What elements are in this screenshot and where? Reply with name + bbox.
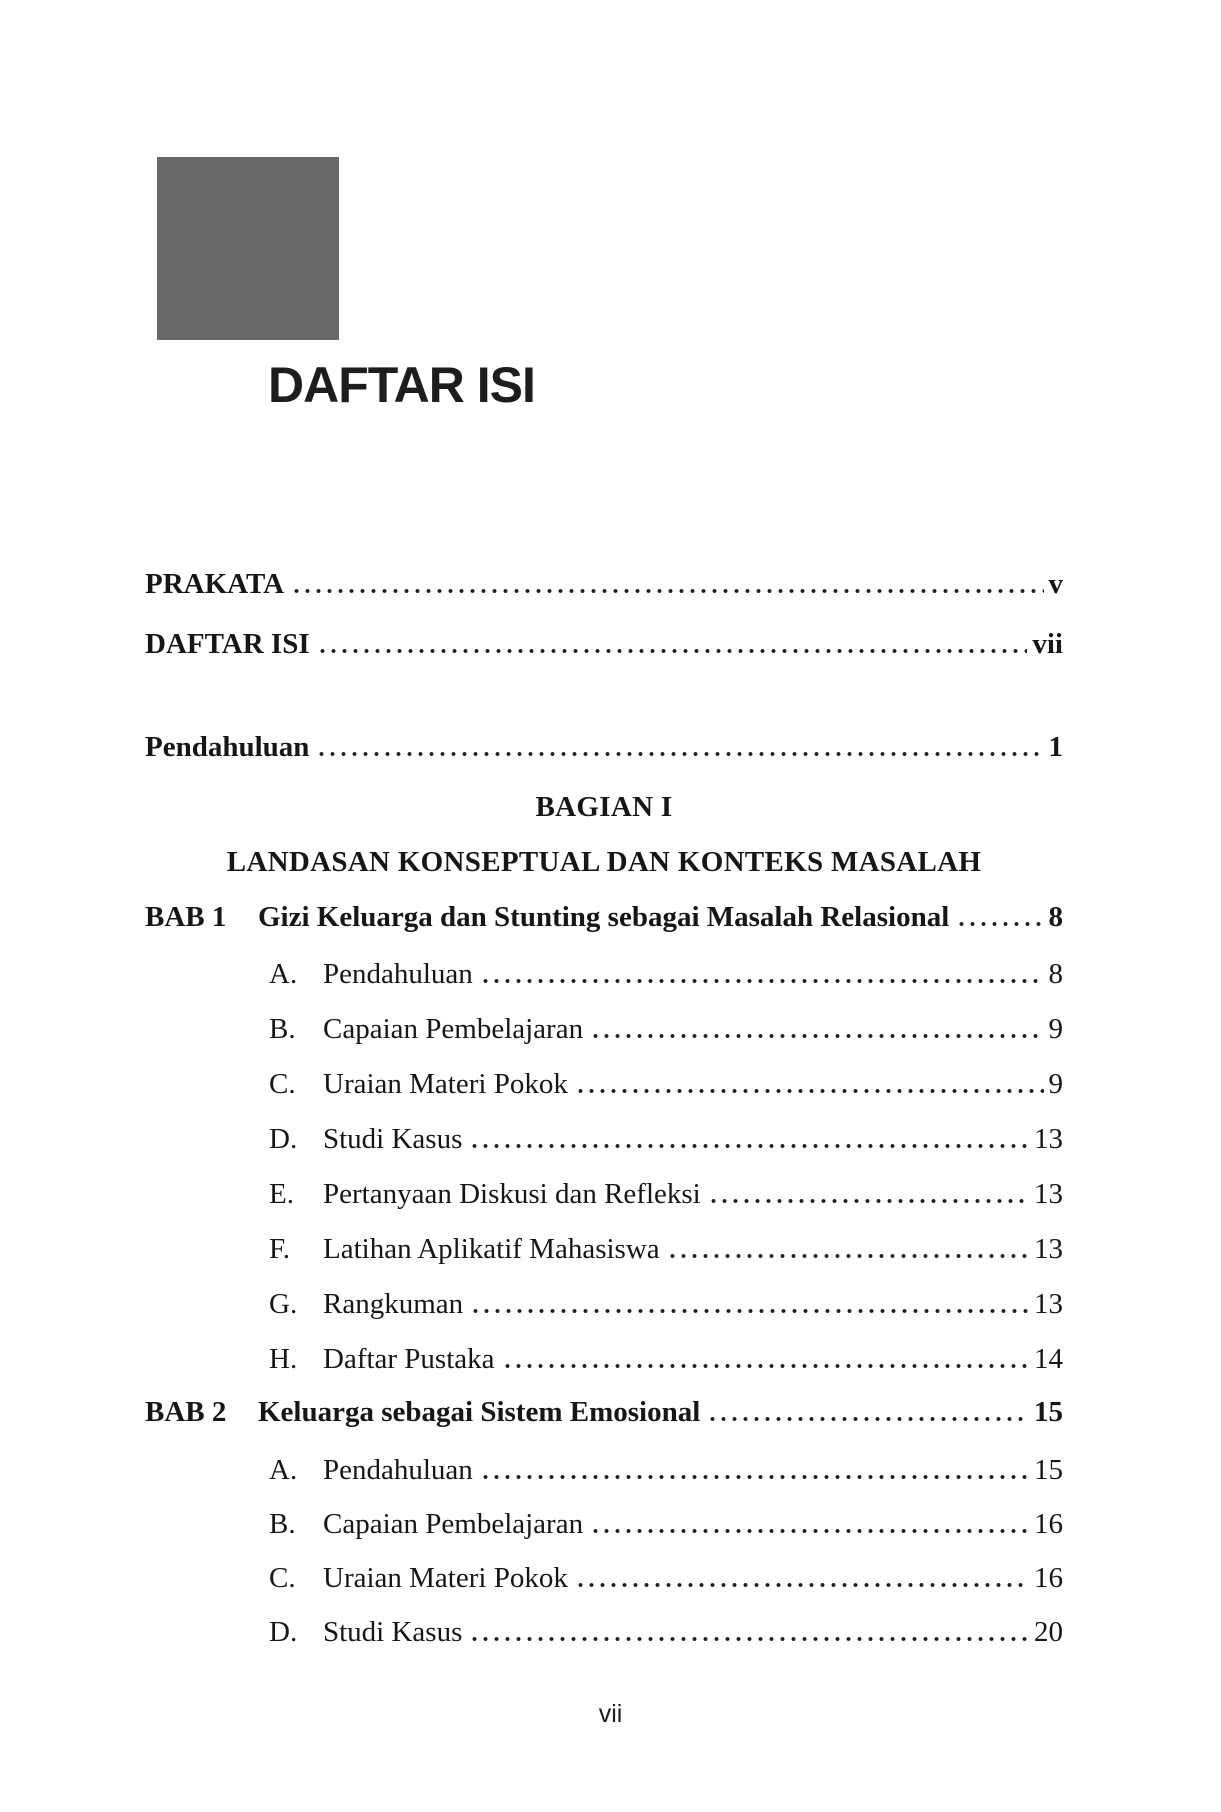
table-of-contents (145, 566, 1063, 1650)
toc-entry-bab2-b (145, 1506, 1063, 1542)
dot-leader (480, 978, 1044, 984)
entry-title: Latihan Aplikatif Mahasiswa (323, 1233, 660, 1265)
dot-leader (470, 1308, 1029, 1314)
toc-entry-bab1-d (145, 1121, 1063, 1157)
decorative-gray-square (157, 157, 339, 340)
entry-page: 13 (1034, 1233, 1063, 1265)
toc-entry-bab1-e (145, 1176, 1063, 1212)
entry-page: 16 (1034, 1508, 1063, 1540)
toc-entry-bab1-f (145, 1231, 1063, 1267)
dot-leader (575, 1582, 1029, 1588)
dot-leader (469, 1636, 1029, 1642)
entry-page: v (1048, 568, 1063, 600)
dot-leader (575, 1088, 1044, 1094)
entry-page: 9 (1048, 1013, 1063, 1045)
dot-leader (502, 1363, 1029, 1369)
entry-page: 16 (1034, 1562, 1063, 1594)
entry-page: 15 (1034, 1454, 1063, 1486)
entry-letter: C. (269, 1068, 296, 1100)
entry-title: Capaian Pembelajaran (323, 1508, 584, 1540)
dot-leader (469, 1143, 1029, 1149)
entry-letter: E. (269, 1178, 294, 1210)
entry-letter: B. (269, 1013, 296, 1045)
entry-letter: B. (269, 1508, 296, 1540)
toc-entry-bab1-h (145, 1341, 1063, 1377)
entry-title: Studi Kasus (323, 1123, 463, 1155)
toc-entry-bab2-d (145, 1614, 1063, 1650)
entry-letter: A. (269, 958, 298, 990)
chapter-label: BAB 2 (145, 1396, 227, 1428)
entry-title: Capaian Pembelajaran (323, 1013, 584, 1045)
dot-leader (316, 751, 1043, 757)
footer-page-number: vii (598, 1700, 623, 1728)
entry-title: Daftar Pustaka (323, 1343, 495, 1375)
entry-title: Uraian Materi Pokok (323, 1068, 568, 1100)
entry-page: vii (1032, 628, 1063, 660)
entry-page: 20 (1034, 1616, 1063, 1648)
dot-leader (317, 648, 1028, 654)
dot-leader (707, 1416, 1029, 1422)
toc-entry-bab2-c (145, 1560, 1063, 1596)
entry-page: 9 (1048, 1068, 1063, 1100)
part-subheading (145, 844, 1063, 880)
part-subheading-text: LANDASAN KONSEPTUAL DAN KONTEKS MASALAH (226, 846, 982, 878)
toc-entry-bab1-g (145, 1286, 1063, 1322)
toc-entry-bab-1 (145, 899, 1063, 935)
part-heading-text: BAGIAN I (535, 791, 673, 823)
dot-leader (480, 1474, 1029, 1480)
entry-title: Studi Kasus (323, 1616, 463, 1648)
entry-page: 13 (1034, 1288, 1063, 1320)
entry-page: 15 (1034, 1396, 1063, 1428)
entry-title: Pendahuluan (323, 1454, 473, 1486)
toc-entry-daftar-isi (145, 626, 1063, 662)
page-title: DAFTAR ISI (268, 357, 535, 413)
entry-page: 13 (1034, 1178, 1063, 1210)
entry-page: 1 (1048, 731, 1063, 763)
entry-page: 14 (1034, 1343, 1063, 1375)
part-heading (145, 789, 1063, 825)
entry-title: Uraian Materi Pokok (323, 1562, 568, 1594)
chapter-title: Gizi Keluarga dan Stunting sebagai Masalah Relasional (258, 901, 950, 933)
entry-letter: G. (269, 1288, 298, 1320)
toc-entry-bab1-a (145, 956, 1063, 992)
chapter-title: Keluarga sebagai Sistem Emosional (258, 1396, 701, 1428)
entry-letter: H. (269, 1343, 298, 1375)
entry-label: DAFTAR ISI (145, 628, 310, 660)
toc-entry-bab1-c (145, 1066, 1063, 1102)
entry-label: PRAKATA (145, 568, 285, 600)
entry-letter: C. (269, 1562, 296, 1594)
toc-entry-bab-2 (145, 1394, 1063, 1430)
chapter-label: BAB 1 (145, 901, 227, 933)
entry-page: 8 (1048, 958, 1063, 990)
entry-title: Pertanyaan Diskusi dan Refleksi (323, 1178, 701, 1210)
toc-entry-prakata (145, 566, 1063, 602)
dot-leader (667, 1253, 1029, 1259)
entry-letter: D. (269, 1123, 298, 1155)
entry-letter: F. (269, 1233, 291, 1265)
dot-leader (590, 1528, 1029, 1534)
dot-leader (590, 1033, 1043, 1039)
entry-title: Rangkuman (323, 1288, 464, 1320)
dot-leader (291, 588, 1043, 594)
dot-leader (708, 1198, 1029, 1204)
toc-entry-bab2-a (145, 1452, 1063, 1488)
entry-page: 13 (1034, 1123, 1063, 1155)
toc-entry-pendahuluan (145, 729, 1063, 765)
entry-letter: D. (269, 1616, 298, 1648)
entry-page: 8 (1048, 901, 1063, 933)
toc-entry-bab1-b (145, 1011, 1063, 1047)
entry-title: Pendahuluan (323, 958, 473, 990)
dot-leader (956, 921, 1043, 927)
entry-letter: A. (269, 1454, 298, 1486)
entry-label: Pendahuluan (145, 731, 310, 763)
